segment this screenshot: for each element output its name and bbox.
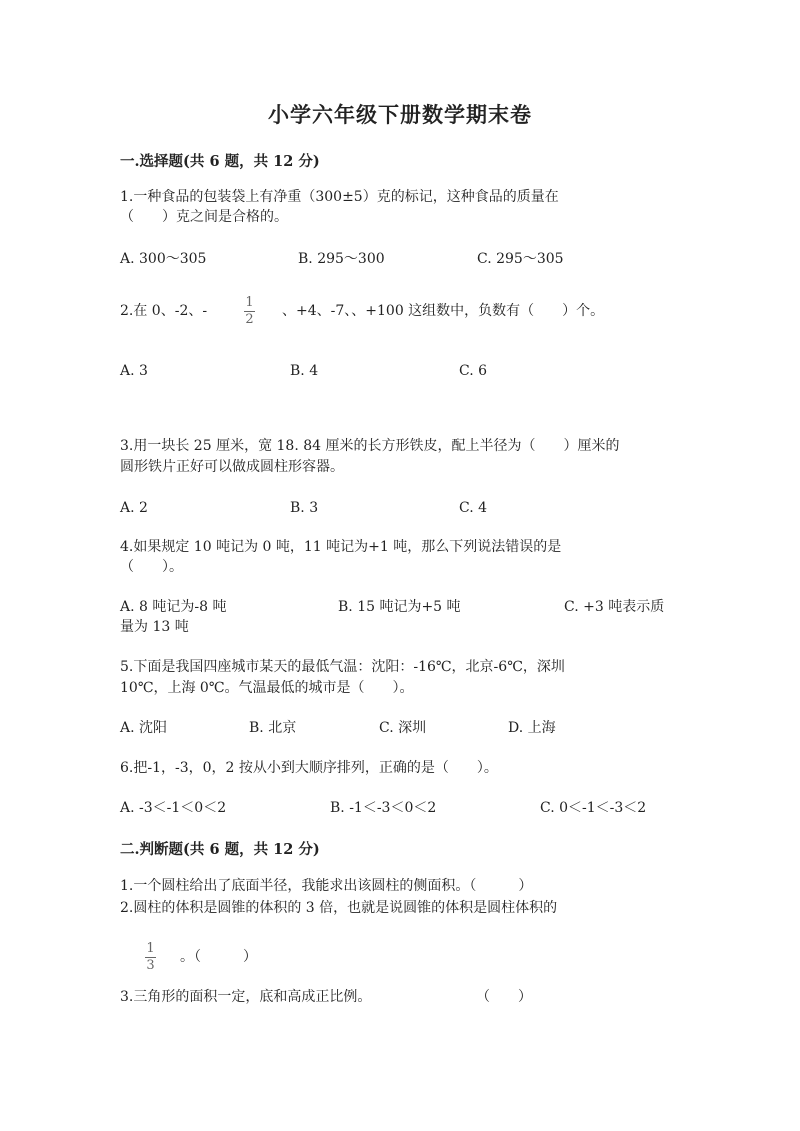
q6-line1: 6.把-1，-3，0，2 按从小到大顺序排列，正确的是（ ）。 <box>120 760 498 776</box>
judge-q2-tail: 。（ ） <box>180 949 257 965</box>
section1-heading: 一.选择题(共 6 题，共 12 分) <box>120 153 320 170</box>
q3-line1: 3.用一块长 25 厘米，宽 18. 84 厘米的长方形铁皮，配上半径为（ ）厘米的 <box>120 438 620 454</box>
q2-option-c[interactable]: C. 6 <box>459 363 488 379</box>
q3-option-c[interactable]: C. 4 <box>459 500 488 516</box>
judge-q2-line1: 2.圆柱的体积是圆锥的体积的 3 倍，也就是说圆锥的体积是圆柱体积的 <box>120 900 558 916</box>
judge-q2-fraction-denominator: 3 <box>146 958 155 973</box>
q3-option-b[interactable]: B. 3 <box>290 500 319 516</box>
q3-line2: 圆形铁片正好可以做成圆柱形容器。 <box>120 459 344 475</box>
q5-line2: 10℃，上海 0℃。气温最低的城市是（ ）。 <box>120 680 414 696</box>
q4-option-c[interactable]: C. +3 吨表示质 <box>564 599 665 615</box>
q2-fraction-numerator: 1 <box>245 295 254 310</box>
judge-q3-answer-paren[interactable]: （ ） <box>476 989 532 1005</box>
q5-option-c[interactable]: C. 深圳 <box>379 720 427 736</box>
q5-option-a[interactable]: A. 沈阳 <box>120 720 168 736</box>
q4-line1: 4.如果规定 10 吨记为 0 吨，11 吨记为+1 吨，那么下列说法错误的是 <box>120 539 562 555</box>
q4-option-c-wrap: 量为 13 吨 <box>120 619 189 635</box>
q1-line1: 1.一种食品的包装袋上有净重（300±5）克的标记，这种食品的质量在 <box>120 189 559 205</box>
q5-option-d[interactable]: D. 上海 <box>508 720 556 736</box>
q1-option-b[interactable]: B. 295～300 <box>298 251 385 267</box>
q6-option-c[interactable]: C. 0＜-1＜-3＜2 <box>540 800 647 816</box>
judge-q1: 1.一个圆柱给出了底面半径，我能求出该圆柱的侧面积。（ ） <box>120 878 533 894</box>
page-title: 小学六年级下册数学期末卷 <box>268 102 532 127</box>
q2-option-a[interactable]: A. 3 <box>120 363 148 379</box>
q2-fraction-denominator: 2 <box>245 312 254 327</box>
judge-q3: 3.三角形的面积一定，底和高成正比例。 <box>120 989 372 1005</box>
q5-line1: 5.下面是我国四座城市某天的最低气温：沈阳：-16℃，北京-6℃，深圳 <box>120 659 565 675</box>
q5-option-b[interactable]: B. 北京 <box>249 720 297 736</box>
q6-option-b[interactable]: B. -1＜-3＜0＜2 <box>330 800 437 816</box>
q2-fraction <box>244 296 255 327</box>
section2-heading: 二.判断题(共 6 题，共 12 分) <box>120 841 320 858</box>
q6-option-a[interactable]: A. -3＜-1＜0＜2 <box>120 800 227 816</box>
judge-q2-fraction <box>145 942 156 973</box>
q2-line1-post: 、+4、-7、、+100 这组数中，负数有（ ）个。 <box>282 303 605 319</box>
q4-option-a[interactable]: A. 8 吨记为-8 吨 <box>120 599 227 615</box>
q1-option-a[interactable]: A. 300～305 <box>120 251 207 267</box>
q2-option-b[interactable]: B. 4 <box>290 363 319 379</box>
q1-line2: （ ）克之间是合格的。 <box>120 209 288 225</box>
q4-line2: （ ）。 <box>120 559 183 575</box>
judge-q2-fraction-numerator: 1 <box>146 941 155 956</box>
q3-option-a[interactable]: A. 2 <box>120 500 148 516</box>
q2-line1-pre: 2.在 0、-2、- <box>120 303 208 319</box>
q4-option-b[interactable]: B. 15 吨记为+5 吨 <box>338 599 461 615</box>
q1-option-c[interactable]: C. 295～305 <box>477 251 564 267</box>
